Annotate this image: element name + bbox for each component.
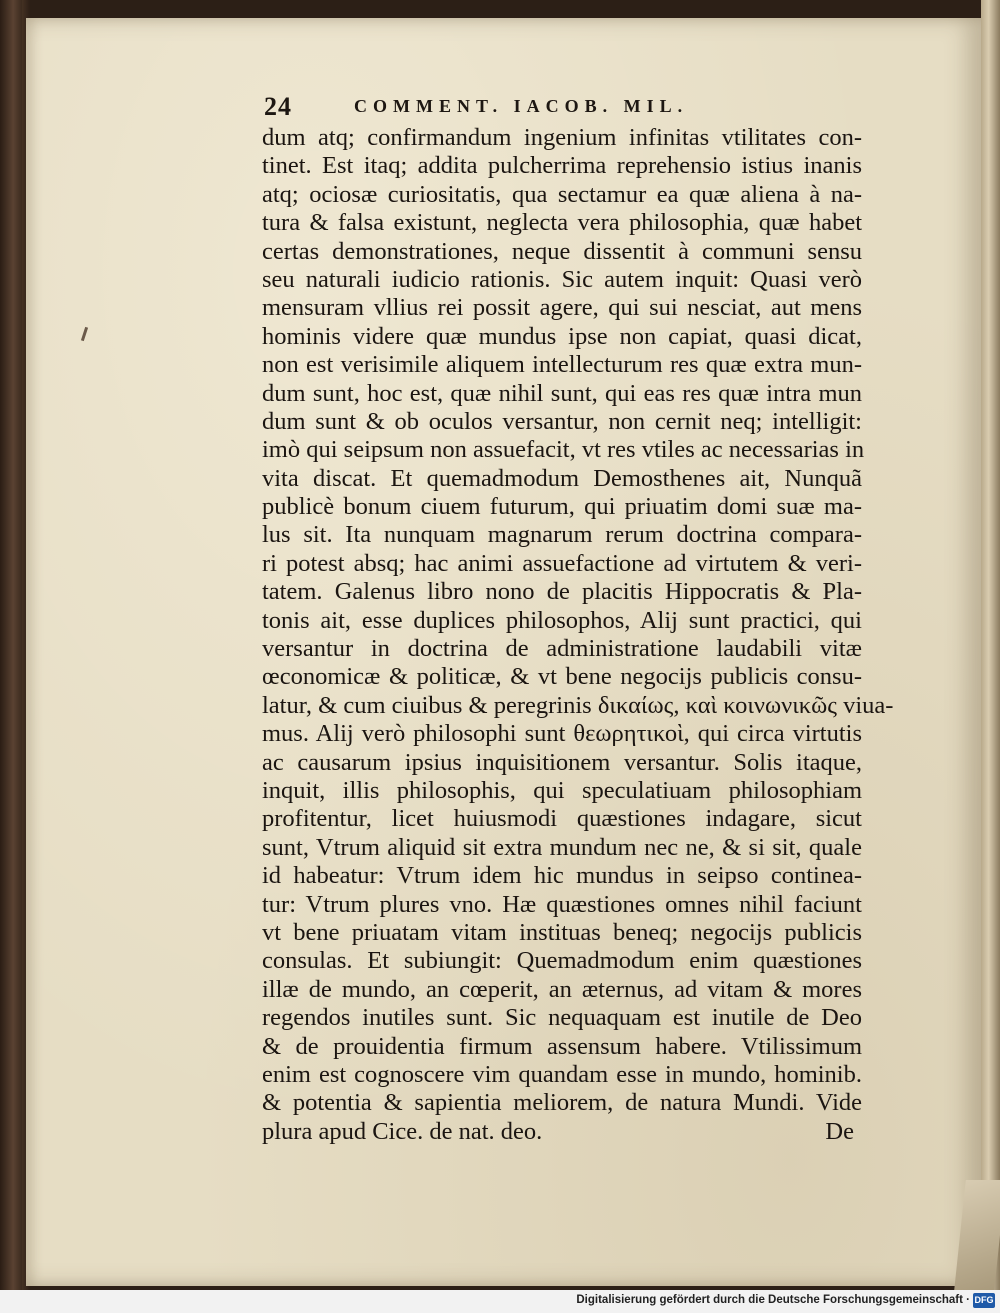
page-fore-edge xyxy=(981,0,1000,1290)
text-line: consulas. Et subiungit: Quemadmodum enim quæstiones xyxy=(262,947,862,975)
text-line: tinet. Est itaq; addita pulcherrima reprehensio istius inanis xyxy=(262,152,862,180)
text-line: & potentia & sapientia meliorem, de natura Mundi. Vide xyxy=(262,1089,862,1117)
body-text xyxy=(262,124,894,1146)
text-line: id habeatur: Vtrum idem hic mundus in seipso continea- xyxy=(262,862,862,890)
text-line: mus. Alij verò philosophi sunt θεωρητικοὶ, qui circa virtutis xyxy=(262,720,862,748)
text-line: seu naturali iudicio rationis. Sic autem inquit: Quasi verò xyxy=(262,265,862,293)
text-line: versantur in doctrina de administratione laudabili vitæ xyxy=(262,635,862,663)
footer-bar xyxy=(0,1290,1000,1313)
catchword: De xyxy=(825,1117,854,1145)
text-line: lus sit. Ita nunquam magnarum rerum doctrina compara- xyxy=(262,521,862,549)
text-line: imò qui seipsum non assuefacit, vt res vtiles ac necessarias in xyxy=(262,436,865,464)
page-number: 24 xyxy=(264,92,292,121)
text-line: dum atq; confirmandum ingenium infinitas vtilitates con- xyxy=(262,124,862,151)
text-line: regendos inutiles sunt. Sic nequaquam est inutile de Deo xyxy=(262,1004,862,1032)
text-line: vt bene priuatam vitam instituas beneq; negocijs publicis xyxy=(262,918,862,946)
text-line: tura & falsa existunt, neglecta vera philosophia, quæ habet xyxy=(262,209,862,237)
text-line: dum sunt, hoc est, quæ nihil sunt, qui eas res quæ intra mun xyxy=(262,379,862,407)
text-line: latur, & cum ciuibus & peregrinis δικαίως, καὶ κοινωνικῶς viua- xyxy=(262,691,894,719)
text-line: ac causarum ipsius inquisitionem versantur. Solis itaque, xyxy=(262,748,862,776)
text-line: mensuram vllius rei possit agere, qui sui nesciat, aut mens xyxy=(262,294,862,322)
book-spine-edge xyxy=(0,0,22,1313)
text-line: ri potest absq; hac animi assuefactione ad virtutem & veri- xyxy=(262,549,862,577)
text-line: illæ de mundo, an cœperit, an æternus, ad vitam & mores xyxy=(262,975,862,1003)
text-line: dum sunt & ob oculos versantur, non cernit neq; intelligit: xyxy=(262,407,862,435)
text-line: publicè bonum ciuem futurum, qui priuatim domi suæ ma- xyxy=(262,493,862,521)
text-line: atq; ociosæ curiositatis, qua sectamur ea quæ aliena à na- xyxy=(262,180,862,208)
text-line: inquit, illis philosophis, qui speculatiuam philosophiam xyxy=(262,776,862,804)
text-line: enim est cognoscere vim quandam esse in mundo, hominib. xyxy=(262,1060,862,1088)
text-line: hominis videre quæ mundus ipse non capiat, quasi dicat, xyxy=(262,322,862,350)
funding-credit: Digitalisierung gefördert durch die Deutsche Forschungsgemeinschaft · xyxy=(576,1294,970,1306)
text-line: tatem. Galenus libro nono de placitis Hippocratis & Pla- xyxy=(262,578,862,606)
text-line: & de prouidentia firmum assensum habere. Vtilissimum xyxy=(262,1032,862,1060)
text-line: vita discat. Et quemadmodum Demosthenes ait, Nunquã xyxy=(262,464,862,492)
text-line: profitentur, licet huiusmodi quæstiones indagare, sicut xyxy=(262,805,862,833)
page-header xyxy=(264,92,854,124)
running-title: COMMENT. IACOB. MIL. xyxy=(354,96,689,116)
text-line: non est verisimile aliquem intellecturum res quæ extra mun- xyxy=(262,351,862,379)
text-line: œconomicæ & politicæ, & vt bene negocijs publicis consu- xyxy=(262,663,862,691)
dfg-logo: DFG xyxy=(973,1293,995,1308)
text-line: certas demonstrationes, neque dissentit à communi sensu xyxy=(262,237,862,265)
text-line: plura apud Cice. de nat. deo. De xyxy=(262,1117,854,1145)
text-line: tur: Vtrum plures vno. Hæ quæstiones omnes nihil faciunt xyxy=(262,890,862,918)
text-line: sunt, Vtrum aliquid sit extra mundum nec ne, & si sit, quale xyxy=(262,833,862,861)
text-line: tonis ait, esse duplices philosophos, Alij sunt practici, qui xyxy=(262,606,862,634)
